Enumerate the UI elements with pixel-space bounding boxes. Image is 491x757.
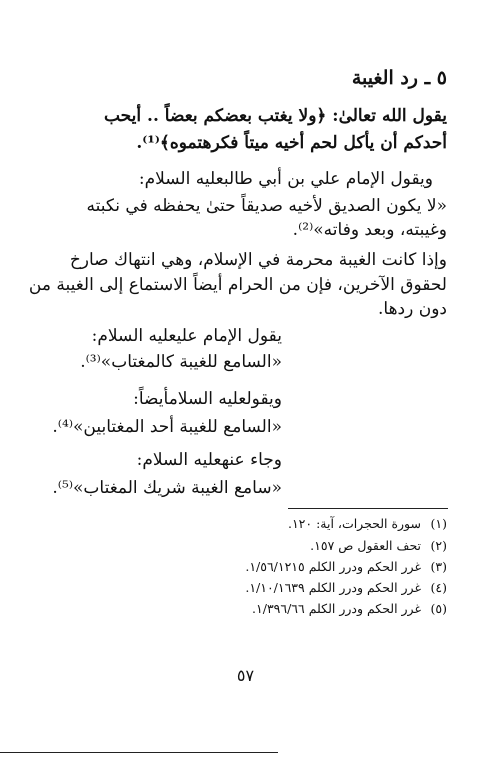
paragraph-4: يقول الإمام عليعليه السلام:	[91, 326, 282, 346]
paragraph-2: ويقول الإمام علي بن أبي طالبعليه السلام:	[138, 169, 433, 189]
section-heading: ٥ ـ رد الغيبة	[351, 67, 447, 89]
paragraph-1-line-2: أحدكم أن يأكل لحم أخيه ميتاً فكرهتموه﴾⁽¹⁾.	[136, 133, 447, 153]
footnote-number: (٤)	[430, 580, 447, 595]
paragraph-3-line-3: دون ردها.	[378, 299, 447, 319]
bottom-divider	[0, 752, 278, 753]
footnote-item	[197, 600, 447, 618]
paragraph-6: وجاء عنهعليه السلام:	[136, 450, 282, 470]
footnote-text: تحف العقول ص ١٥٧.	[310, 538, 421, 553]
paragraph-3-line-2: لحقوق الآخرين، فإن من الحرام أيضاً الاستماع إلى الغيبة من	[28, 275, 447, 295]
paragraph-5: ويقولعليه السلامأيضاً:	[133, 389, 282, 409]
footnote-item	[197, 537, 447, 555]
quote-4: «سامع الغيبة شريك المغتاب»⁽⁵⁾.	[52, 478, 282, 498]
footnote-number: (٣)	[430, 559, 447, 574]
page-number: ٥٧	[236, 666, 255, 685]
footnote-separator	[288, 508, 448, 509]
footnote-item	[197, 579, 447, 597]
footnote-text: غرر الحكم ودرر الكلم ١/٣٩٦/٦٦.	[252, 601, 421, 616]
footnote-text: غرر الحكم ودرر الكلم ١/٥٦/١٢١٥.	[245, 559, 421, 574]
footnote-number: (٥)	[430, 601, 447, 616]
quote-3: «السامع للغيبة أحد المغتابين»⁽⁴⁾.	[52, 417, 282, 437]
quote-2: «السامع للغيبة كالمغتاب»⁽³⁾.	[80, 352, 282, 372]
paragraph-1-line-1: يقول الله تعالىٰ: ﴿ولا يغتب بعضكم بعضاً .. أيحب	[103, 106, 447, 126]
quote-1-line-2: وغيبته، وبعد وفاته»⁽²⁾.	[292, 220, 447, 240]
footnote-number: (١)	[430, 516, 447, 531]
footnote-number: (٢)	[430, 538, 447, 553]
footnote-text: غرر الحكم ودرر الكلم ١/١٠/١٦٣٩.	[245, 580, 421, 595]
footnote-text: سورة الحجرات، آية: ١٢٠.	[287, 516, 421, 531]
paragraph-3-line-1: وإذا كانت الغيبة محرمة في الإسلام، وهي انتهاك صارخ	[69, 250, 447, 270]
quote-1-line-1: «لا يكون الصديق لأخيه صديقاً حتىٰ يحفظه في نكبته	[86, 196, 447, 216]
footnote-item	[197, 558, 447, 576]
footnote-item	[197, 515, 447, 533]
